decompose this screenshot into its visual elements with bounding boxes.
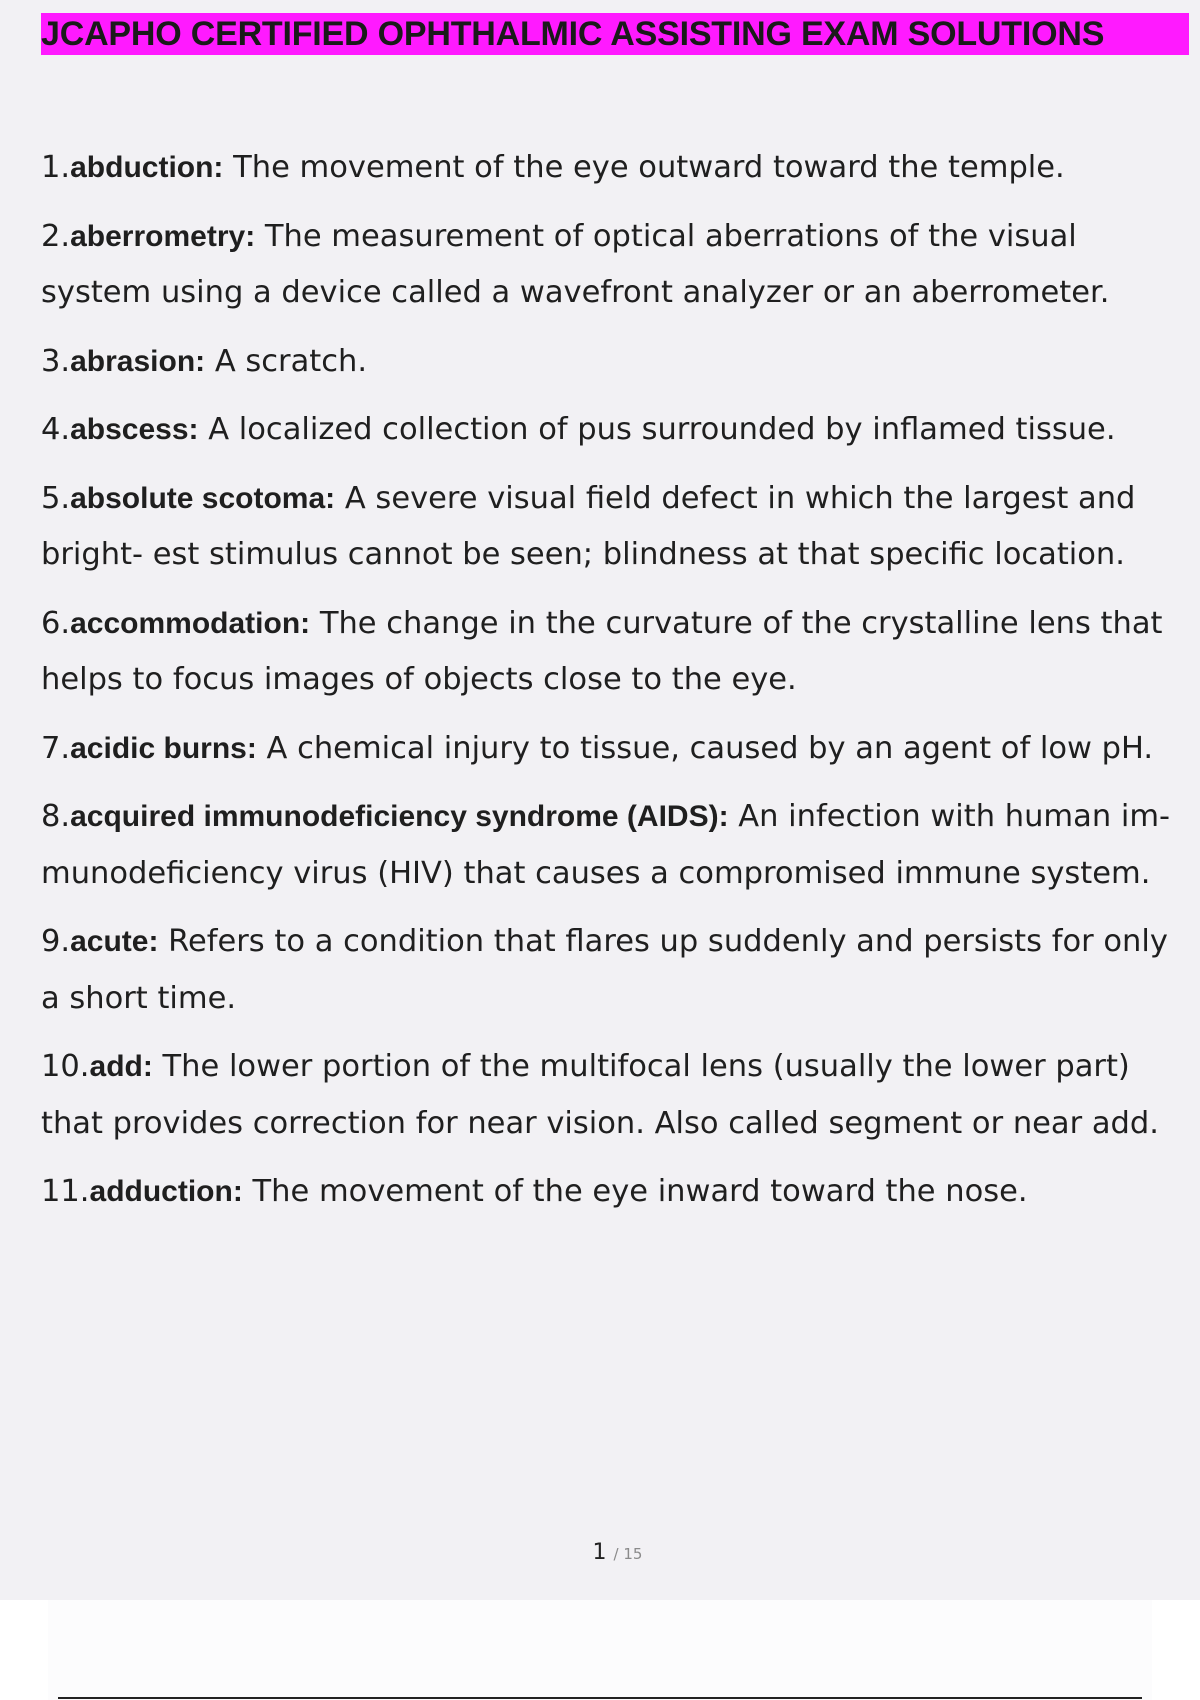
- document-title: JCAPHO CERTIFIED OPHTHALMIC ASSISTING EXAM SOLUTIONS: [41, 13, 1189, 55]
- entry-number: 2.: [41, 218, 71, 254]
- entry-term: abrasion:: [70, 344, 206, 378]
- entry-definition: The measurement of optical aberrations of the visual system using a device called a wavefront analyzer or an aberrometer.: [41, 218, 1110, 310]
- entry-definition: Refers to a condition that flares up suddenly and persists for only a short time.: [41, 924, 1168, 1016]
- entry-term: absolute scotoma:: [70, 481, 336, 515]
- page-number: [0, 1540, 1200, 1565]
- entry-number: 10.: [41, 1049, 90, 1084]
- glossary-list: [41, 140, 1191, 1233]
- glossary-entry: [41, 334, 1191, 391]
- glossary-entry: [41, 914, 1191, 1027]
- entry-term: adduction:: [89, 1175, 243, 1208]
- entry-definition: An infection with human im- munodeficiency virus (HIV) that causes a compromised immune system.: [41, 799, 1171, 891]
- glossary-entry: [41, 471, 1191, 584]
- entry-term: abscess:: [70, 413, 199, 446]
- glossary-entry: [41, 596, 1191, 709]
- entry-number: 5.: [41, 480, 71, 516]
- page-divider-line: [58, 1697, 1142, 1699]
- page-number-current: 1: [592, 1540, 607, 1565]
- entry-definition: The movement of the eye inward toward the nose.: [242, 1174, 1028, 1209]
- entry-term: acquired immunodeficiency syndrome (AIDS):: [70, 800, 729, 833]
- entry-number: 8.: [41, 799, 71, 834]
- glossary-entry: [41, 721, 1191, 778]
- entry-number: 1.: [41, 150, 71, 185]
- entry-term: accommodation:: [70, 606, 311, 640]
- entry-term: aberrometry:: [70, 219, 256, 253]
- entry-number: 6.: [41, 605, 71, 641]
- entry-definition: The lower portion of the multifocal lens (usually the lower part) that provides correction for near vision. Also called segment or near add.: [41, 1049, 1159, 1141]
- entry-number: 7.: [41, 730, 71, 766]
- glossary-entry: [41, 402, 1191, 459]
- entry-term: acute:: [70, 925, 159, 958]
- entry-number: 4.: [41, 412, 71, 447]
- entry-term: acidic burns:: [70, 731, 257, 765]
- entry-term: add:: [89, 1050, 153, 1083]
- glossary-entry: [41, 209, 1191, 322]
- entry-number: 3.: [41, 343, 71, 379]
- entry-definition: The change in the curvature of the crystalline lens that helps to focus images of objects close to the eye.: [41, 605, 1163, 697]
- glossary-entry: [41, 140, 1191, 197]
- entry-term: abduction:: [70, 151, 224, 184]
- entry-definition: The movement of the eye outward toward the temple.: [223, 150, 1065, 185]
- entry-number: 9.: [41, 924, 71, 959]
- glossary-entry: [41, 1164, 1191, 1221]
- glossary-entry: [41, 1039, 1191, 1152]
- entry-definition: A scratch.: [205, 343, 368, 379]
- next-page-preview: [48, 1600, 1152, 1700]
- entry-definition: A localized collection of pus surrounded by inflamed tissue.: [198, 412, 1116, 447]
- glossary-entry: [41, 789, 1191, 902]
- page-number-total: / 15: [613, 1545, 643, 1563]
- entry-definition: A severe visual field defect in which the largest and bright- est stimulus cannot be seen; blindness at that specific location.: [41, 480, 1136, 572]
- entry-definition: A chemical injury to tissue, caused by an agent of low pH.: [256, 730, 1154, 766]
- entry-number: 11.: [41, 1174, 90, 1209]
